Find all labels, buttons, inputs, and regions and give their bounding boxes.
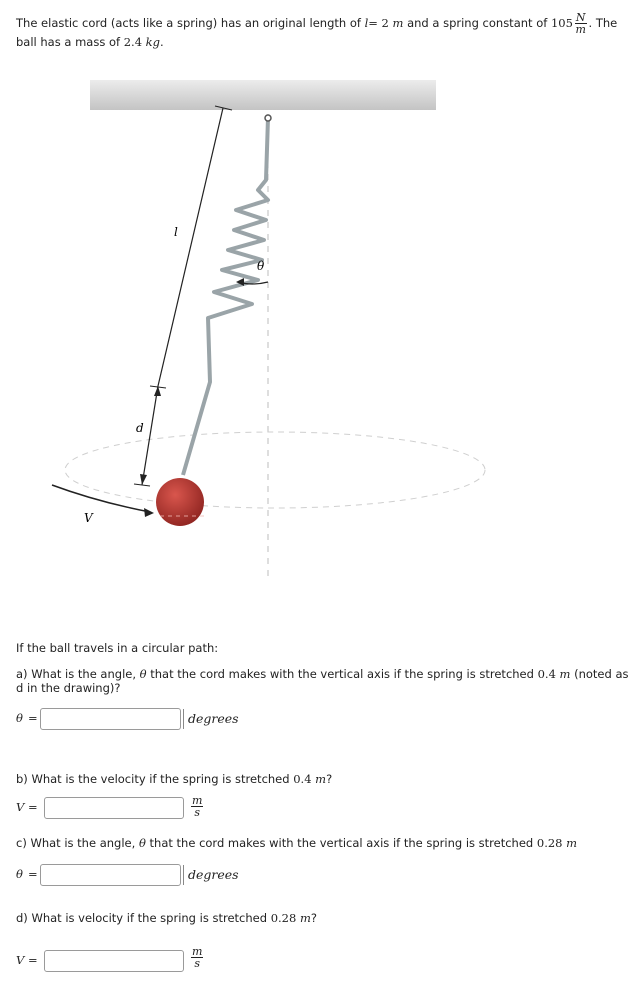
question-text: ?: [326, 772, 333, 786]
question-a-line2: d in the drawing)?: [16, 681, 121, 695]
answer-a-equals: =: [28, 711, 38, 725]
question-d: [16, 911, 317, 925]
answer-d-input[interactable]: [44, 950, 184, 972]
question-text: d) What is velocity if the spring is stretched: [16, 911, 271, 925]
pendulum-figure: [0, 70, 593, 615]
question-text: that the cord makes with the vertical axis if the spring is stretched: [146, 667, 538, 681]
length-value: = 2: [368, 16, 393, 30]
elastic-cord-spring: [183, 118, 268, 475]
answer-c-input[interactable]: [40, 864, 181, 886]
ball: [156, 478, 204, 526]
question-text: a) What is the angle,: [16, 667, 140, 681]
question-text: b) What is the velocity if the spring is stretched: [16, 772, 294, 786]
answer-a-input[interactable]: [40, 708, 181, 730]
velocity-arrowhead: [144, 508, 154, 517]
stretch-unit: m: [315, 772, 327, 786]
intro-text: ball has a mass of: [16, 35, 124, 49]
answer-d-label: V: [16, 953, 25, 967]
unit-numerator: N: [575, 11, 586, 24]
answer-b-unit: [191, 795, 203, 818]
stretch-value: 0.28: [270, 911, 297, 925]
question-a-line1: [16, 667, 629, 681]
length-symbol: l: [364, 16, 369, 30]
problem-statement-line1: [16, 11, 618, 36]
label-v: V: [84, 511, 93, 525]
answer-d-equals: =: [28, 953, 38, 967]
pivot-point: [265, 115, 271, 121]
spring-constant-value: 105: [550, 16, 573, 30]
question-text: (noted as: [570, 667, 629, 681]
stretch-unit: m: [559, 667, 571, 681]
length-dimension-line: [158, 108, 223, 386]
spring-constant-unit: [575, 12, 587, 35]
question-b: [16, 772, 332, 786]
answer-b-equals: =: [28, 800, 38, 814]
question-c: [16, 836, 577, 850]
path-intro: If the ball travels in a circular path:: [16, 641, 219, 655]
answer-b-input[interactable]: [44, 797, 184, 819]
answer-c-equals: =: [28, 867, 38, 881]
stretch-value: 0.4: [537, 667, 556, 681]
question-text: c) What is the angle,: [16, 836, 139, 850]
answer-a-label: θ: [16, 711, 23, 725]
answer-b-label: V: [16, 800, 25, 814]
unit-numerator: m: [192, 794, 203, 807]
arrowhead: [140, 474, 147, 485]
intro-text: .: [160, 35, 164, 49]
question-text: ?: [310, 911, 317, 925]
intro-text: The elastic cord (acts like a spring) has an original length of: [16, 16, 365, 30]
unit-denominator: s: [194, 806, 201, 819]
stretch-unit: m: [299, 911, 311, 925]
length-unit: m: [392, 16, 404, 30]
intro-text: and a spring constant of: [403, 16, 551, 30]
unit-denominator: s: [194, 957, 201, 970]
answer-c-unit: degrees: [183, 865, 239, 885]
answer-d-unit: [191, 946, 203, 969]
answer-a-unit: degrees: [183, 709, 239, 729]
unit-denominator: m: [575, 23, 586, 36]
theta-symbol: θ: [138, 836, 146, 850]
stretch-dimension-line: [142, 386, 158, 485]
mass-value: 2.4: [123, 35, 143, 49]
unit-numerator: m: [192, 945, 203, 958]
label-l: l: [174, 225, 178, 239]
velocity-arrow: [52, 485, 150, 512]
problem-statement-line2: [16, 35, 164, 49]
question-text: that the cord makes with the vertical axis if the spring is stretched: [145, 836, 537, 850]
mass-unit: kg: [145, 35, 161, 49]
label-d: d: [136, 421, 144, 435]
answer-c-label: θ: [16, 867, 23, 881]
ceiling: [90, 80, 436, 110]
stretch-unit: m: [566, 836, 578, 850]
intro-text: . The: [588, 16, 618, 30]
stretch-value: 0.28: [536, 836, 563, 850]
theta-symbol: θ: [139, 667, 147, 681]
label-theta: θ: [257, 259, 265, 273]
circular-path: [65, 432, 485, 508]
stretch-value: 0.4: [293, 772, 312, 786]
